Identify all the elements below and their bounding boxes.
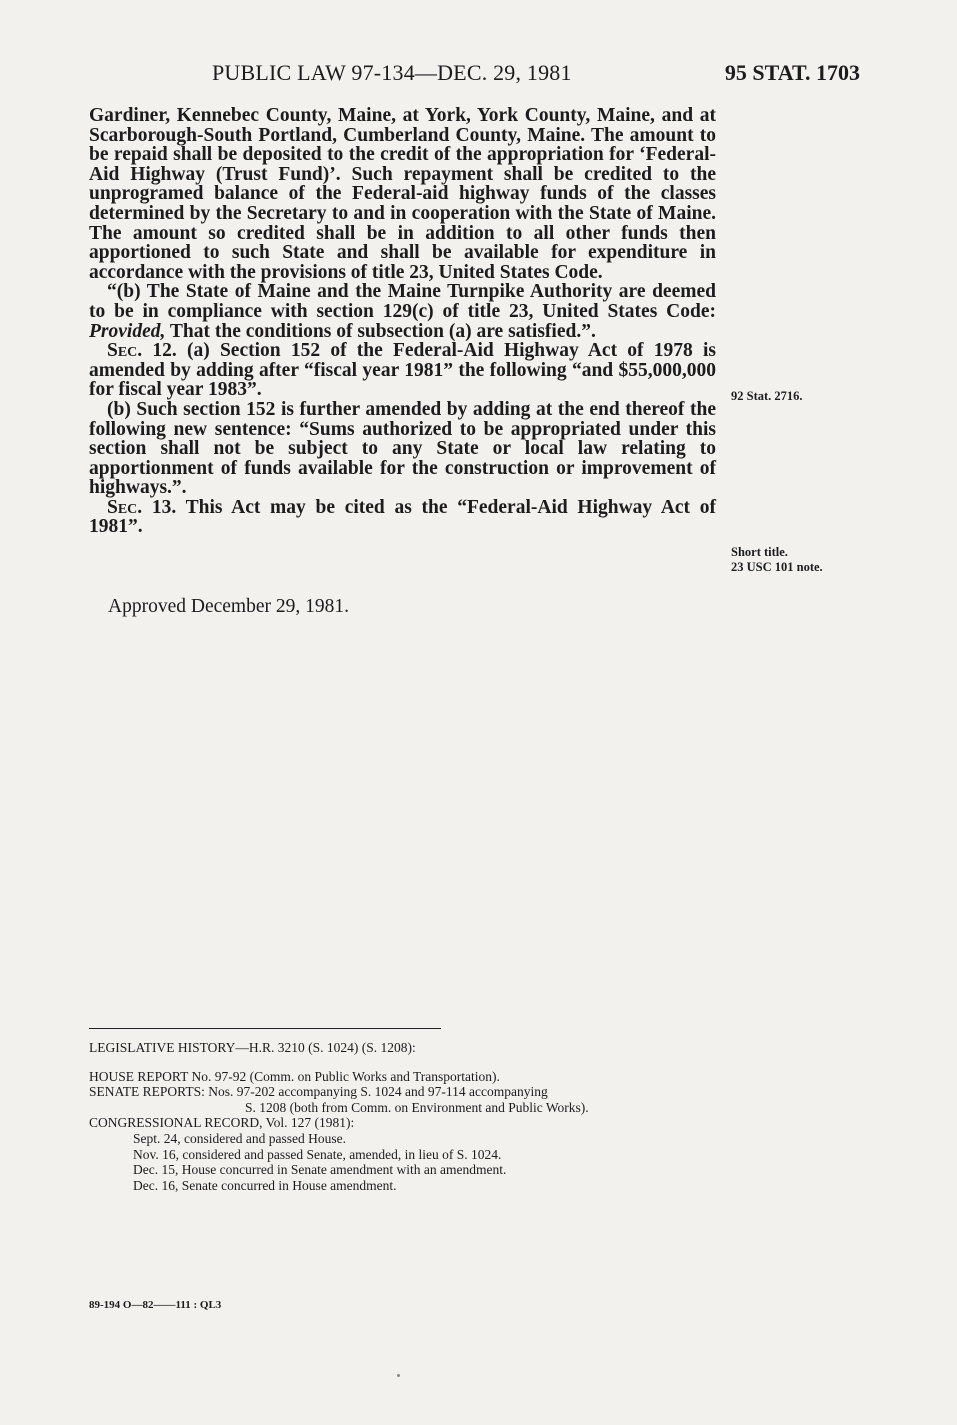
margin-note-stat-citation: 92 Stat. 2716. <box>731 389 803 403</box>
spacer <box>89 1056 729 1069</box>
scan-speck <box>397 1374 400 1377</box>
margin-note-short-title-label: Short title. <box>731 545 788 559</box>
section-13-text: This Act may be cited as the “Federal-Aid Highway Act of 1981”. <box>89 496 717 538</box>
margin-note-usc-citation: 23 USC 101 note. <box>731 560 823 574</box>
record-entry: Dec. 16, Senate concurred in House amendment. <box>133 1177 397 1193</box>
section-13-label: Sec. 13. <box>107 496 177 518</box>
proviso-term: Provided, <box>89 320 166 342</box>
paragraph-b <box>89 282 716 341</box>
section-12a <box>89 341 716 400</box>
approval-date: Approved December 29, 1981. <box>108 596 349 617</box>
law-text-body <box>89 106 716 537</box>
senate-reports-continued: S. 1208 (both from Comm. on Environment and Public Works). <box>245 1099 589 1115</box>
paragraph-b-end: That the conditions of subsection (a) are satisfied.”. <box>169 320 596 342</box>
printing-office-code: 89-194 O—82——111 : QL3 <box>89 1299 222 1311</box>
running-header-title: PUBLIC LAW 97-134—DEC. 29, 1981 <box>212 60 572 85</box>
congressional-record: CONGRESSIONAL RECORD, Vol. 127 (1981): <box>89 1115 355 1131</box>
section-13 <box>89 498 716 537</box>
section-12a-text: (a) Section 152 of the Federal-Aid Highway Act of 1978 is amended by adding after “fiscal year 1981” the following “and $55,000,000 for fiscal year 1983”. <box>89 340 716 401</box>
record-entry: Sept. 24, considered and passed House. <box>133 1130 346 1146</box>
statute-page-number: 95 STAT. 1703 <box>724 60 860 85</box>
margin-note-short-title <box>731 545 823 575</box>
footnote-divider <box>89 1028 441 1029</box>
section-12-label: Sec. 12. <box>107 340 177 362</box>
record-entry: Dec. 15, House concurred in Senate amendment with an amendment. <box>133 1162 507 1178</box>
legislative-history-heading: LEGISLATIVE HISTORY—H.R. 3210 (S. 1024) (S. 1208): <box>89 1040 416 1055</box>
record-entry: Nov. 16, considered and passed Senate, amended, in lieu of S. 1024. <box>133 1146 502 1162</box>
legislative-history <box>89 1040 729 1193</box>
section-12b: (b) Such section 152 is further amended by adding at the end thereof the following new sentence: “Sums authorized to be appropriated under this section shall not be subject to any State or local law relating to apportionment of funds available for the construction or improvement of highways.”. <box>89 398 716 499</box>
paragraph-b-start: “(b) The State of Maine and the Maine Turnpike Authority are deemed to be in compliance with section 129(c) of title 23, United States Code: <box>89 281 716 322</box>
senate-reports: SENATE REPORTS: Nos. 97-202 accompanying S. 1024 and 97-114 accompanying <box>89 1084 548 1100</box>
paragraph-continuation: Gardiner, Kennebec County, Maine, at York, York County, Maine, and at Scarborough-South Portland, Cumberland County, Maine. The amount to be repaid shall be deposited to the credit of the appropriation for ‘Federal-Aid Highway (Trust Fund)’. Such repayment shall be credited to the unprogramed balance of the Federal-aid highway funds of the classes determined by the Secretary to and in cooperation with the State of Maine. The amount so credited shall be in addition to all other funds then apportioned to such State and shall be available for expenditure in accordance with the provisions of title 23, United States Code. <box>89 105 716 283</box>
house-report: HOUSE REPORT No. 97-92 (Comm. on Public Works and Transportation). <box>89 1068 500 1084</box>
